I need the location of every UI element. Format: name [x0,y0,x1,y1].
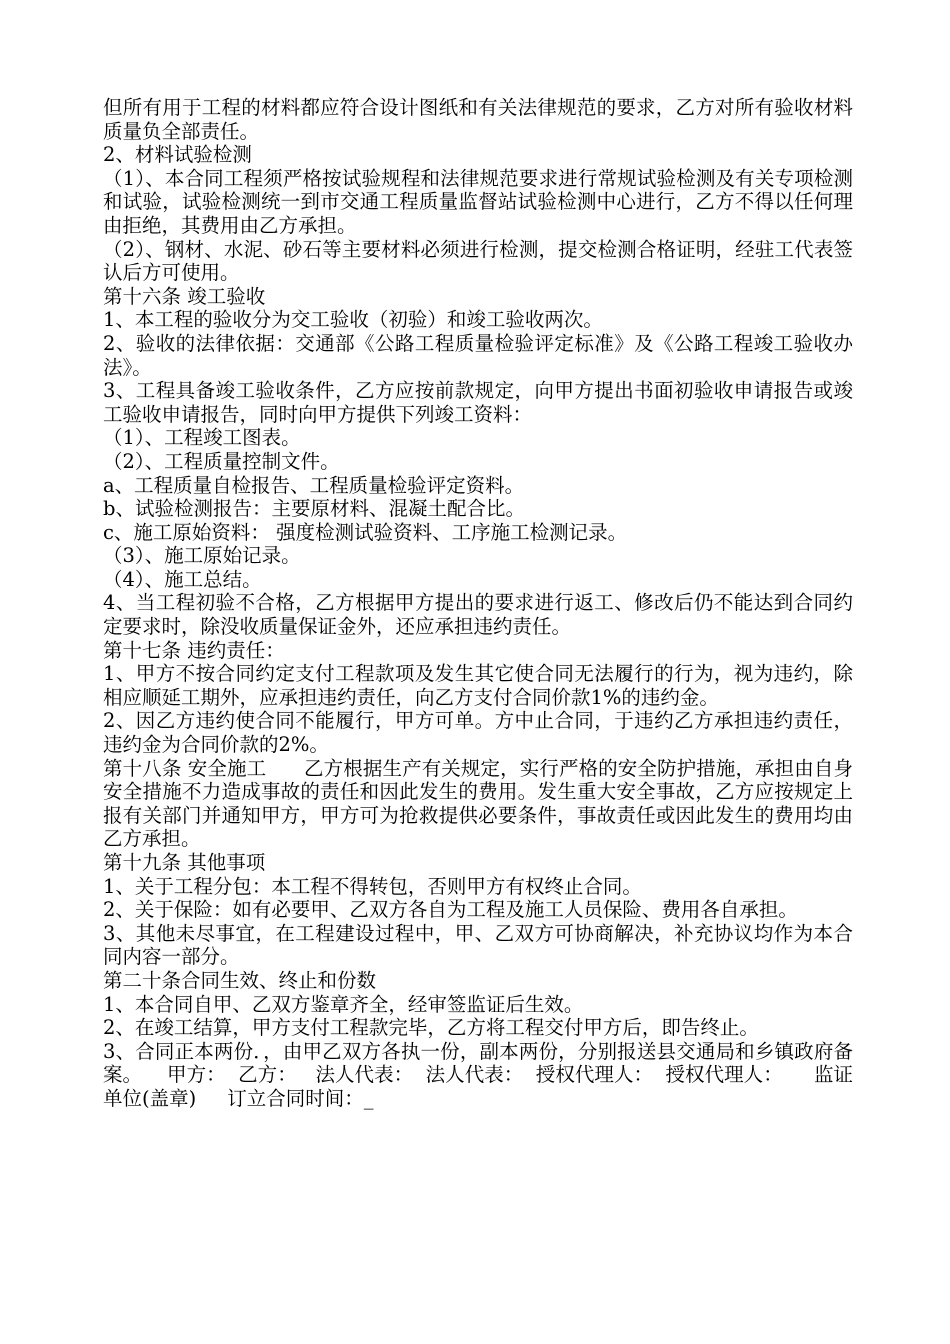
article-16-subitem-2: （2）、工程质量控制文件。 [103,449,340,473]
paragraph-testing-1: （1）、本合同工程须严格按试验规程和法律规范要求进行常规试验检测及有关专项检测和试验，试验检测统一到市交通工程质量监督站试验检测中心进行，乙方不得以任何理由拒绝，其费用由乙方承担。 [103,166,853,237]
article-16-subitem-3: （3）、施工原始记录。 [103,544,301,568]
article-20-item-1: 1、本合同自甲、乙双方鉴章齐全，经审签监证后生效。 [103,992,584,1016]
article-16-subitem-a: a、工程质量自检报告、工程质量检验评定资料。 [103,473,525,497]
document-body [103,96,853,1111]
article-19-item-2: 2、关于保险：如有必要甲、乙双方各自为工程及施工人员保险、费用各自承担。 [103,898,798,922]
article-20-title: 第二十条合同生效、终止和份数 [103,968,377,992]
article-16-title: 第十六条 竣工验收 [103,284,266,308]
article-19-item-3: 3、其他未尽事宜，在工程建设过程中，甲、乙双方可协商解决，补充协议均作为本合同内容一部分。 [103,921,853,969]
article-20-item-3-signatures: 3、合同正本两份．，由甲乙双方各执一份，副本两份，分别报送县交通局和乡镇政府备案。 甲方： 乙方： 法人代表： 法人代表： 授权代理人： 授权代理人： 监证单位(盖章) 订立合同时间：_ [103,1039,853,1110]
article-16-subitem-b: b、试验检测报告：主要原材料、混凝土配合比。 [103,497,525,521]
heading-material-testing: 2、材料试验检测 [103,143,252,167]
article-19-item-1: 1、关于工程分包：本工程不得转包，否则甲方有权终止合同。 [103,874,642,898]
article-16-subitem-c: c、施工原始资料： 强度检测试验资料、工序施工检测记录。 [103,520,628,544]
paragraph-testing-2: （2）、钢材、水泥、砂石等主要材料必须进行检测，提交检测合格证明，经驻工代表签认后方可使用。 [103,237,853,285]
article-17-title: 第十七条 违约责任： [103,638,285,662]
article-16-item-1: 1、本工程的验收分为交工验收（初验）和竣工验收两次。 [103,308,603,332]
article-16-subitem-4: （4）、施工总结。 [103,567,262,591]
article-19-title: 第十九条 其他事项 [103,851,266,874]
article-16-item-4: 4、当工程初验不合格，乙方根据甲方提出的要求进行返工、修改后仍不能达到合同约定要求时，除没收质量保证金外，还应承担违约责任。 [103,591,853,639]
article-17-item-1: 1、甲方不按合同约定支付工程款项及发生其它使合同无法履行的行为，视为违约，除相应顺延工期外，应承担违约责任，向乙方支付合同价款1%的违约金。 [103,662,853,709]
article-17-item-2: 2、因乙方违约使合同不能履行，甲方可单。方中止合同，于违约乙方承担违约责任，违约金为合同价款的2%。 [103,709,853,757]
article-16-subitem-1: （1）、工程竣工图表。 [103,426,301,450]
paragraph-materials-responsibility: 但所有用于工程的材料都应符合设计图纸和有关法律规范的要求，乙方对所有验收材料质量负全部责任。 [103,96,853,143]
article-18-safety: 第十八条 安全施工 乙方根据生产有关规定，实行严格的安全防护措施，承担由自身安全措施不力造成事故的责任和因此发生的费用。发生重大安全事故，乙方应按规定上报有关部门并通知甲方，甲方可为抢救提供必要条件，事故责任或因此发生的费用均由乙方承担。 [103,756,853,851]
article-16-item-2: 2、验收的法律依据：交通部《公路工程质量检验评定标准》及《公路工程竣工验收办法》。 [103,331,853,379]
article-20-item-2: 2、在竣工结算，甲方支付工程款完毕，乙方将工程交付甲方后，即告终止。 [103,1016,759,1040]
article-16-item-3: 3、工程具备竣工验收条件，乙方应按前款规定，向甲方提出书面初验收申请报告或竣工验收申请报告，同时向甲方提供下列竣工资料： [103,379,853,426]
